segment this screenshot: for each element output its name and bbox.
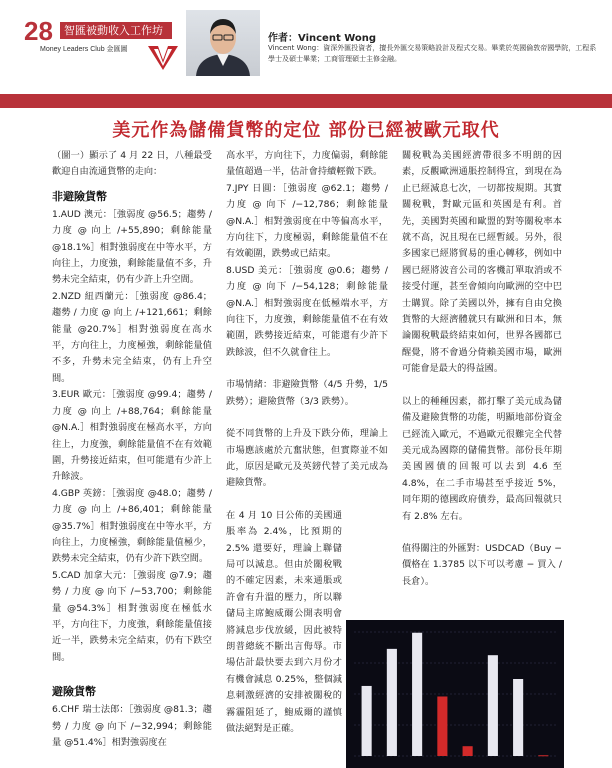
inflation-paragraph: 在 4 月 10 日公佈的美國通脹率為 2.4%，比預期的 2.5% 還要好，理論上聯儲局可以減息。但由於關稅戰的不確定因素，未來通脹或許會有升溫的壓力，所以聯儲局主席鮑威爾公開表明會將減息步伐放緩，因此被特朗普總統不斷出言侮辱。市場估計最快要去到六月份才有機會減息 0.25%，整個減息刺激經濟的安排被關稅的霧霾阻延了，鮑威爾的謹慎做法絕對是正確。 [226,509,342,734]
currency-item-cad: 5.CAD 加拿大元：［強弱度 @7.9；趨勢 / 力度 @ 向下 /−53,700；剩餘能量 @54.3%］相對強弱度在極低水平，方向往下，力度強，剩餘能量值接近一半，跌勢未完全結束，仍有下跌空間。 [52,569,212,663]
chart-bar-cad [463,746,473,756]
club-name: Money Leaders Club 金匯圖 [40,46,128,53]
chart-bar-usd [538,755,548,756]
reserve-currency-paragraph: 以上的種種因素，都打擊了美元成為儲備及避險貨幣的功能，明顯地部份資金已經流入歐元，不過歐元很難完全代替美元成為國際的儲備貨幣。部份長年期美國國債的回報可以去到 4.6 至 4.8%，在二手市場甚至乎接近 5%，同年期的德國政府債券，最高回報就只有 2.8% 左右。 [402,395,562,522]
article-title: 美元作為儲備貨幣的定位 部份已經被歐元取代 [112,120,500,141]
chart-bar-gbp [437,696,447,756]
tariff-paragraph: 關稅戰為美國經濟帶很多不明朗的因素，反觀歐洲通脹控制得宜，到現在為止已經減息七次，一切都按規期。其實關稅戰，對歐元區和英國是有利。首先，美國對英國和歐盟的對等關稅率本就不高，況且現在已經暫緩。另外，很多國家已經將貿易的重心轉移，例如中國已經將波音公司的客機訂單取消或不接受付運，甚至會傾向向歐洲的空中巴士購買。除了美國以外，擁有自由兌換貨幣的大經濟體就只有歐洲和日本，無論關稅戰最終結束如何，世界各國都已醒覺，將不會過分倚賴美國市場，歐洲可能會是最大的得益國。 [402,150,562,375]
chart-bar-nzd [387,649,397,756]
currency-item-usd: 8.USD 美元：［強弱度 @0.6；趨勢 / 力度 @ 向下 /−54,128；剩餘能量 @N.A.］相對強弱度在低極端水平，方向往下，力度強，剩餘能量值不在有效範圍，跌勢接近結束，可能還有少許下跌餘波，但不久就會往上。 [226,264,388,358]
theory-paragraph: 從不同貨幣的上升及下跌分佈，理論上市場應該處於亢奮狀態，但實際並不如此，原因是歐元及英鎊代替了美元成為避險貨幣。 [226,428,388,489]
chf-continued: 高水平，方向往下，力度偏弱，剩餘能量值超過一半，估計會持續輕微下跌。 [226,150,388,178]
section-label: 智匯被動收入工作坊 [60,22,172,39]
decorative-band [0,94,612,108]
currency-item-eur: 3.EUR 歐元：［強弱度 @99.4；趨勢 / 力度 @ 向上 /+88,764；剩餘能量 @N.A.］相對強弱度在極高水平，方向往上，力度強，剩餘能量值不在有效範圍，升勢接近結束，但可能還有少許上升餘波。 [52,389,212,483]
author-portrait-icon [186,10,260,76]
page-number: 28 [24,16,53,46]
subhead-non-safe-haven: 非避險貨幣 [52,189,107,203]
subhead-safe-haven: 避險貨幣 [52,685,96,699]
currency-strength-chart [346,620,564,768]
author-bio: Vincent Wong：資深外匯投資者，擅長外匯交易策略設計及程式交易。畢業於英國倫敦帝國學院，工程系學士及碩士畢業；工商管理碩士主修金融。 [268,44,597,63]
currency-item-gbp: 4.GBP 英鎊：［強弱度 @48.0；趨勢 / 力度 @ 向上 /+86,401；剩餘能量 @35.7%］相對強弱度在中等水平，方向往上，力度極強，剩餘能量值極少，跌勢未完全結束，仍有少許下跌空間。 [52,487,212,565]
chart-bar-jpy [513,679,523,756]
intro-paragraph: （圖一）顯示了 4 月 22 日，八種最受歡迎自由流通貨幣的走向： [52,150,212,178]
author-name: 作者：Vincent Wong [268,33,377,44]
currency-item-nzd: 2.NZD 紐西蘭元：［強弱度 @86.4；趨勢 / 力度 @ 向上 /+121,661；剩餘能量 @20.7%］相對強弱度在高水平，方向往上，力度極強，剩餘能量值不多，升勢未完全結束，仍有上升空間。 [52,290,212,384]
market-sentiment-paragraph: 市場情緒：非避險貨幣（4/5 升勢，1/5 跌勢）；避險貨幣（3/3 跌勢）。 [226,379,388,407]
currency-item-aud: 1.AUD 澳元：［強弱度 @56.5；趨勢 / 力度 @ 向上 /+55,890；剩餘能量 @18.1%］相對強弱度在中等水平，方向往上，力度強，剩餘能量值不多，升勢未完全結束，仍有少許上升空間。 [52,208,212,286]
article-column-3 [402,148,562,606]
v-logo-icon [148,46,178,70]
article-column-1 [52,148,212,751]
page-header [0,0,612,80]
chart-canvas [346,620,564,768]
fx-pair-paragraph: 值得關注的外匯對：USDCAD（Buy − 價格在 1.3785 以下可以考慮 − 買入 / 長倉）。 [402,542,562,587]
currency-item-jpy: 7.JPY 日圓：［強弱度 @62.1；趨勢 / 力度 @ 向下 /−12,786；剩餘能量 @N.A.］相對強弱度在中等偏高水平，方向往下，力度極弱，剩餘能量值不在有效範圍，跌勢或已結束。 [226,182,388,260]
author-photo [186,10,260,76]
chart-bar-eur [412,633,422,756]
chart-bar-aud [362,686,372,756]
currency-item-chf: 6.CHF 瑞士法郎：［強弱度 @81.3；趨勢 / 力度 @ 向下 /−32,994；剩餘能量 @51.4%］相對強弱度在 [52,704,212,748]
chart-bar-chf [488,655,498,756]
